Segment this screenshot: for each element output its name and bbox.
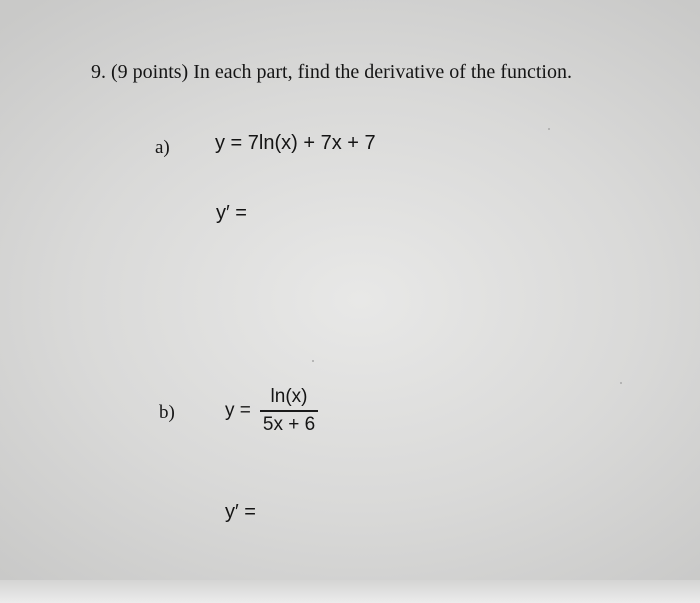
part-a-label: a) <box>155 137 170 158</box>
paper-speck <box>620 382 622 384</box>
part-a-equation: y = 7ln(x) + 7x + 7 <box>215 132 376 154</box>
page-bottom-edge <box>0 580 700 603</box>
fraction <box>257 386 321 436</box>
paper-speck <box>312 360 314 362</box>
question-heading: 9. (9 points) In each part, find the derivative of the function. <box>91 61 572 83</box>
fraction-denominator: 5x + 6 <box>262 413 316 435</box>
part-b-lhs: y = <box>225 399 251 421</box>
part-b-derivative-prompt: y′ = <box>225 501 256 523</box>
part-b-equation <box>225 386 321 436</box>
paper-speck <box>548 128 550 130</box>
part-b-label: b) <box>159 402 175 423</box>
part-a-derivative-prompt: y′ = <box>216 202 247 224</box>
fraction-numerator: ln(x) <box>270 386 308 407</box>
